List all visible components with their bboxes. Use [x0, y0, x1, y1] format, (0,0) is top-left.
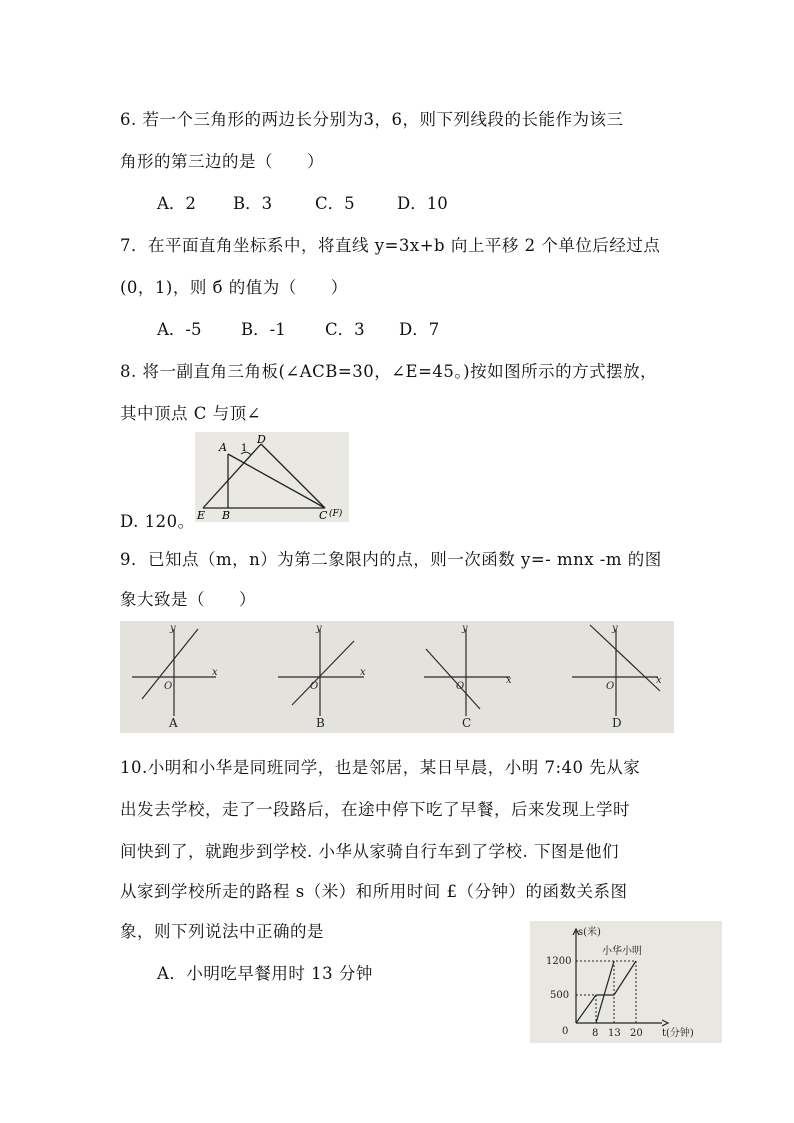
q7-options — [157, 316, 439, 340]
q10-graph-ytick-0: 0 — [562, 1026, 569, 1037]
q10-option-a[interactable]: A．小明吃早餐用时 13 分钟 — [157, 964, 373, 983]
q10-distance-time-graph — [530, 921, 722, 1043]
q8-label-f: (F) — [329, 509, 343, 519]
q8-label-d: D — [257, 433, 266, 446]
q9-graph-choices — [120, 621, 674, 733]
q9-a-origin: O — [164, 681, 173, 692]
q7-option-d[interactable]: D．7 — [399, 320, 440, 339]
q9-choice-c[interactable]: C — [462, 716, 472, 730]
q10-graph-ytick-500: 500 — [550, 990, 570, 1001]
q9-a-y-label: y — [170, 623, 176, 634]
q9-stem-line-2: 象大致是（ ） — [120, 590, 256, 609]
q8-stem-line-1: 8. 将一副直角三角板(∠ACB=30，∠E=45。)按如图所示的方式摆放， — [120, 362, 658, 381]
q10-graph-legend: 小华小明 — [602, 946, 642, 957]
q9-b-x-label: x — [360, 667, 366, 678]
q7-option-c[interactable]: C．3 — [325, 320, 365, 339]
q8-label-angle-1: 1 — [241, 443, 248, 454]
q9-a-x-label: x — [212, 667, 218, 678]
q6-stem-line-2: 角形的第三边的是（ ） — [120, 152, 324, 171]
q7-stem-line-2: (0，1)，则 б 的值为（ ） — [120, 278, 348, 297]
q10-graph-ytick-1200: 1200 — [546, 956, 572, 967]
q8-triangle-figure — [195, 432, 349, 522]
q10-graph-xlabel: t(分钟) — [662, 1028, 694, 1039]
q9-d-x-label: x — [656, 675, 662, 686]
q10-stem-line-2: 出发去学校，走了一段路后，在途中停下吃了早餐，后来发现上学时 — [120, 800, 630, 819]
q9-d-origin: O — [606, 681, 615, 692]
q6-stem-line-1: 6. 若一个三角形的两边长分别为3，6，则下列线段的长能作为该三 — [120, 110, 624, 129]
q9-choice-a[interactable]: A — [169, 716, 178, 730]
q8-label-a: A — [219, 441, 227, 454]
q10-stem-line-1: 10.小明和小华是同班同学，也是邻居，某日早晨，小明 7:40 先从家 — [120, 758, 641, 777]
q10-graph-xtick-20: 20 — [630, 1028, 643, 1039]
q9-d-y-label: y — [612, 623, 618, 634]
q10-graph-ylabel: s(米) — [578, 927, 601, 938]
q10-stem-line-4: 从家到学校所走的路程 s（米）和所用时间 £（分钟）的函数关系图 — [120, 882, 628, 901]
q10-graph-xtick-8: 8 — [592, 1028, 599, 1039]
q9-c-x-label: x — [506, 675, 512, 686]
q8-label-c: C — [319, 509, 328, 522]
q8-label-e: E — [197, 509, 206, 522]
q9-choice-d[interactable]: D — [612, 716, 622, 730]
q9-b-y-label: y — [316, 623, 322, 634]
q9-c-origin: O — [456, 681, 465, 692]
q9-choice-b[interactable]: B — [316, 716, 325, 730]
q6-option-d[interactable]: D．10 — [397, 194, 448, 213]
q6-option-a[interactable]: A．2 — [157, 194, 196, 213]
q9-b-origin: O — [310, 681, 319, 692]
q9-c-y-label: y — [462, 623, 468, 634]
q10-graph-xtick-13: 13 — [608, 1028, 621, 1039]
q8-stem-line-2: 其中顶点 C 与顶∠ — [120, 404, 261, 423]
q8-label-b: B — [222, 509, 231, 522]
q9-stem-line-1: 9．已知点（m，n）为第二象限内的点，则一次函数 y=- mnx -m 的图 — [120, 550, 662, 569]
q8-answer-line: D. 120。 — [120, 512, 195, 531]
q10-stem-line-3: 间快到了，就跑步到学校. 小华从家骑自行车到了学校. 下图是他们 — [120, 842, 619, 861]
q7-option-b[interactable]: B．-1 — [241, 320, 286, 339]
q10-stem-line-5: 象，则下列说法中正确的是 — [120, 922, 324, 941]
q6-option-c[interactable]: C．5 — [315, 194, 355, 213]
q6-option-b[interactable]: B．3 — [233, 194, 273, 213]
q7-stem-line-1: 7．在平面直角坐标系中，将直线 y=3x+b 向上平移 2 个单位后经过点 — [120, 236, 661, 255]
q7-option-a[interactable]: A．-5 — [157, 320, 202, 339]
q6-options — [157, 190, 448, 214]
